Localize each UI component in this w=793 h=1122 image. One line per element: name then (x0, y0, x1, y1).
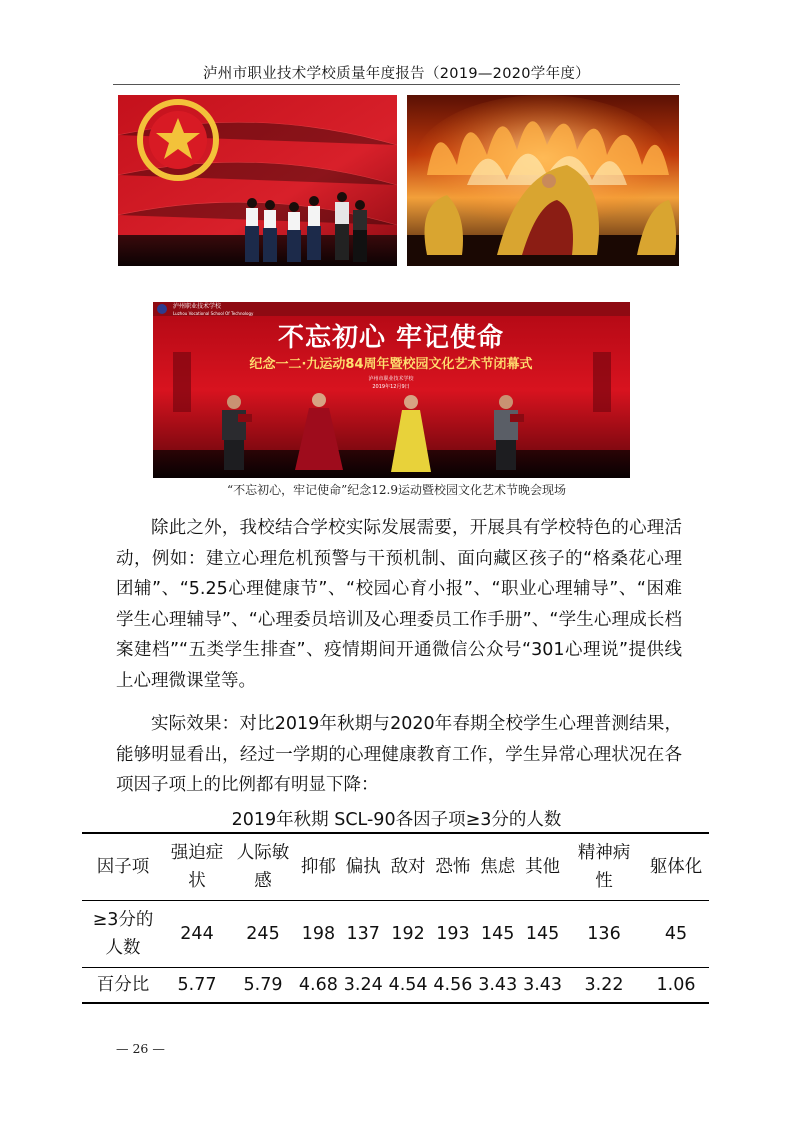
table-cell: 4.68 (296, 968, 341, 1004)
table-cell: 192 (386, 901, 431, 968)
table-cell: 3.24 (341, 968, 386, 1004)
photo-fire-dance (407, 95, 679, 266)
photo-flag-chorus (118, 95, 397, 266)
page-number: — 26 — (116, 1041, 165, 1056)
table-cell: 3.43 (520, 968, 565, 1004)
table-header-cell: 焦虑 (475, 833, 520, 901)
photo-stage-banner (153, 302, 630, 478)
table-header-cell: 敌对 (386, 833, 431, 901)
table-header-cell: 因子项 (82, 833, 164, 901)
table-header-cell: 其他 (520, 833, 565, 901)
scl90-factor-table (82, 832, 709, 1004)
table-cell: 136 (565, 901, 643, 968)
table-header-cell: 恐怖 (430, 833, 475, 901)
table-header-cell: 强迫症状 (164, 833, 230, 901)
banner-school-name: 泸州职业技术学校 (173, 303, 222, 310)
table-row-percent (82, 968, 709, 1004)
table-header-cell: 偏执 (341, 833, 386, 901)
table-cell: 145 (520, 901, 565, 968)
banner-school-name-en: Luzhou Vocational School Of Technology (173, 311, 254, 316)
table-cell: 4.56 (430, 968, 475, 1004)
table-cell: 45 (643, 901, 709, 968)
table-cell: 3.43 (475, 968, 520, 1004)
table-cell: 3.22 (565, 968, 643, 1004)
table-row-count (82, 901, 709, 968)
school-logo-icon (157, 304, 167, 314)
table-cell: 244 (164, 901, 230, 968)
table-header-row (82, 833, 709, 901)
table-cell: 5.79 (230, 968, 296, 1004)
table-row-label: ≥3分的人数 (82, 901, 164, 968)
banner-slogan: 不忘初心 牢记使命 (277, 323, 505, 353)
table-cell: 145 (475, 901, 520, 968)
body-paragraph-activities: 除此之外，我校结合学校实际发展需要，开展具有学校特色的心理活动，例如：建立心理危机预警与干预机制、面向藏区孩子的“格桑花心理团辅”、“5.25心理健康节”、“校园心育小报”、“职业心理辅导”、“困难学生心理辅导”、“心理委员培训及心理委员工作手册”、“学生心理成长档案建档”“五类学生排查”、疫情期间开通微信公众号“301心理说”提供线上心理微课堂等。 (116, 518, 682, 691)
table-header-cell: 抑郁 (296, 833, 341, 901)
table-cell: 198 (296, 901, 341, 968)
table-cell: 245 (230, 901, 296, 968)
banner-organizer: 泸州市职业技术学校 (368, 376, 414, 382)
table-header-cell: 精神病性 (565, 833, 643, 901)
table-cell: 4.54 (386, 968, 431, 1004)
body-paragraph-results: 实际效果：对比2019年秋期与2020年春期全校学生心理普测结果，能够明显看出，经过一学期的心理健康教育工作，学生异常心理状况在各项因子项上的比例都有明显下降： (116, 714, 682, 795)
table-header-cell: 人际敏感 (230, 833, 296, 901)
banner-date: 2019年12月9日 (372, 384, 410, 390)
table-title: 2019年秋期 SCL-90各因子项≥3分的人数 (231, 810, 562, 830)
table-cell: 5.77 (164, 968, 230, 1004)
table-row-label: 百分比 (82, 968, 164, 1004)
emblem-icon (140, 102, 216, 178)
table-cell: 137 (341, 901, 386, 968)
table-cell: 193 (430, 901, 475, 968)
page-header-title: 泸州市职业技术学校质量年度报告（2019—2020学年度） (202, 66, 590, 82)
banner-event-title: 纪念一二·九运动84周年暨校园文化艺术节闭幕式 (249, 357, 533, 372)
table-cell: 1.06 (643, 968, 709, 1004)
table-header-cell: 躯体化 (643, 833, 709, 901)
header-rule (113, 84, 680, 85)
photo-caption: “不忘初心，牢记使命”纪念12.9运动暨校园文化艺术节晚会现场 (227, 483, 566, 497)
